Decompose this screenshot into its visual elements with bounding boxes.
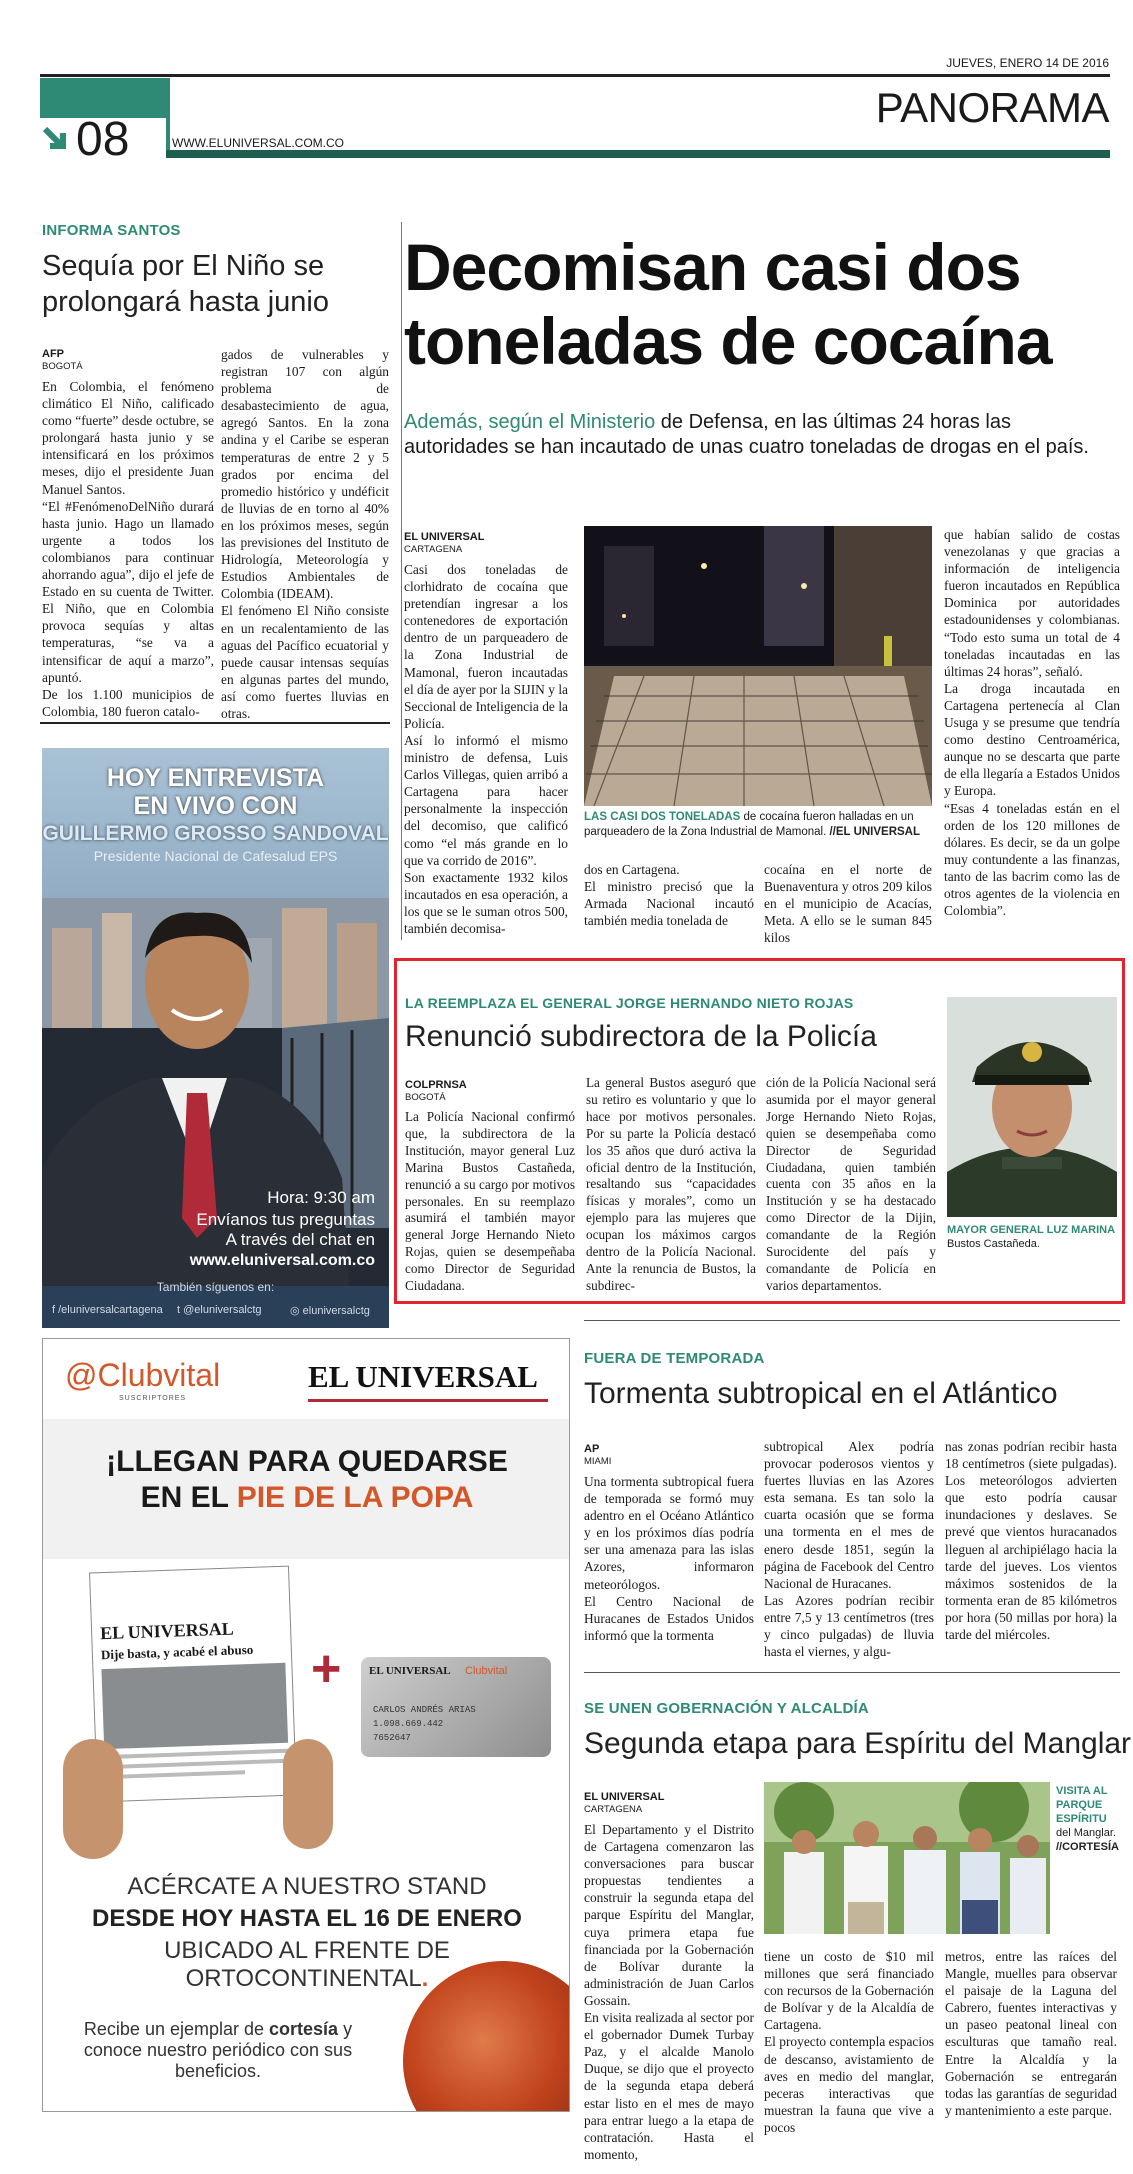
article-column-1: Casi dos toneladas de clorhidrato de cocaína que pretendían ingresar a los contenedores de exportación dentro de un parqueadero de la Zona Industrial de Mamonal, fueron incautadas el día de ayer por la SIJIN y la Seccional de Inteligencia de la Policía. Así lo informó el mismo ministro de defensa, Luis Carlos Villegas, quien arribó a Cartagena para hacer personalmente la inspección del decomiso, que calificó como “el más grande en lo que va corrido de 2016”. Son exactamente 1932 kilos incautados en esa operación, a los que se le suman otros 500, también decomisa- <box>404 562 568 936</box>
hand-left-illustration <box>63 1739 123 1859</box>
promo-via-chat: A través del chat en <box>225 1230 375 1249</box>
caption-lead: LAS CASI DOS TONELADAS <box>584 811 741 823</box>
article-kicker: LA REEMPLAZA EL GENERAL JORGE HERNANDO NIETO ROJAS <box>405 995 854 1011</box>
article-police-highlight[interactable] <box>394 958 1125 1304</box>
article-headline: Tormenta subtropical en el Atlántico <box>584 1377 1058 1410</box>
article-kicker: FUERA DE TEMPORADA <box>584 1350 765 1367</box>
caption-credit: //CORTESÍA <box>1056 1841 1119 1853</box>
article-headline: Segunda etapa para Espíritu del Manglar <box>584 1727 1132 1760</box>
lead-deck-text: de Defensa, en las últimas 24 horas las autoridades se han incautado de unas cuatro toneladas de drogas en el país. <box>404 411 1089 458</box>
article-headline: Sequía por El Niño se prolongará hasta junio <box>42 250 329 318</box>
page-number: 08 <box>76 113 130 166</box>
article-column-1: La Policía Nacional confirmó que, la subdirectora de la Institución, mayor general Luz Marina Bustos Castañeda, renunció a su cargo por motivos personales. En su reemplazo asumirá el también mayor general Jorge Hernando Nieto Rojas, quien se desempeñaba como Director de Seguridad Ciudadana. <box>405 1109 575 1294</box>
photo-caption <box>584 810 932 840</box>
social-facebook[interactable] <box>52 1304 163 1316</box>
instagram-handle: eluniversalctg <box>302 1305 370 1317</box>
article-column-1: El Departamento y el Distrito de Cartagena comenzaron las conversaciones para buscar propuestas tendientes a construir la segunda etapa del parque Espíritu del Manglar, cuya primera etapa fue financiada por la Gobernación de Bolívar durante la administración de Juan Carlos Gossain. En visita realizada al sector por el gobernador Dumek Turbay Paz, y el alcalde Manolo Duque, se dijo que el proyecto de la segunda etapa deberá estar listo en el mes de mayo para entrar luego a la etapa de contratación. Hasta el momento, <box>584 1822 754 2162</box>
stand-line-2: DESDE HOY HASTA EL 16 DE ENERO <box>92 1905 522 1932</box>
caption-text: Bustos Castañeda. <box>947 1238 1040 1250</box>
photo-image <box>584 526 932 806</box>
article-headline: Renunció subdirectora de la Policía <box>405 1020 877 1053</box>
membership-card <box>361 1657 551 1757</box>
social-twitter[interactable] <box>177 1304 262 1316</box>
article-column-2: subtropical Alex podría provocar poderosos vientos y fuertes lluvias en las Azores esta semana. Es tan solo la cuarta ocasión que se forma una tormenta en el mes de enero desde 1851, según la página de Facebook del Centro Nacional de Huracanes. Las Azores podrían recibir entre 7,5 y 13 centímetros (tres y cinco pulgadas) de lluvia hasta el viernes, y algu- <box>764 1439 934 1660</box>
photo-image <box>764 1782 1050 1934</box>
section-title: PANORAMA <box>875 84 1109 131</box>
manglar-visit-photo <box>764 1782 1050 1934</box>
article-byline: COLPRNSA <box>405 1079 467 1091</box>
promo-guest-name: GUILLERMO GROSSO SANDOVAL <box>42 822 389 845</box>
hand-right-illustration <box>283 1739 333 1849</box>
instagram-icon: ◎ <box>290 1305 303 1317</box>
card-clubvital-logo: Clubvital <box>465 1665 508 1677</box>
promo-line-1: HOY ENTREVISTA <box>106 764 325 792</box>
caption-text: de cocaína fueron halladas en un parqueadero de la Zona Industrial de Mamonal. <box>584 811 914 838</box>
article-kicker: SE UNEN GOBERNACIÓN Y ALCALDÍA <box>584 1700 869 1717</box>
article-column-4: que habían salido de costas venezolanas y que gracias a información de inteligencia fueron incautados en República Dominica por autoridades estadounidenses y colombianas. “Todo esto suma un total de 4 toneladas incautadas en las últimas 24 horas”, señaló. La droga incautada en Cartagena pertenecía al Clan Usuga y se presume que tendría como destino Centroamérica, aunque no se descarta que parte de ella llegaría a Estados Unidos y Europa. “Esas 4 toneladas están en el orden de los 120 millones de dólares. Es decir, se da un golpe muy contundente a las finanzas, tanto de las bacrim como las de otros agentes de la violencia en Colombia”. <box>944 527 1120 919</box>
arrow-down-right-icon <box>42 124 72 154</box>
promo-send-questions: Envíanos tus preguntas <box>196 1210 375 1229</box>
article-column-2: gados de vulnerables y registran 107 con algún problema de desabastecimiento de agua, agregó Santos. En la zona andina y el Caribe se esperan temperaturas de entre 2 y 5 grados por encima del promedio histórico y undéficit de lluvias de en torno al 40% en los próximos meses, según las previsiones del Instituto de Hidrología, Meteorología y Estudios Ambientales de Colombia (IDEAM). El fenómeno El Niño consiste en un recalentamiento de las aguas del Pacífico ecuatorial y puede causar intensas sequías en algunas partes del mundo, así como fuertes lluvias en otras. <box>221 347 389 721</box>
column-divider <box>40 722 390 724</box>
clubvital-at-icon: @ <box>65 1357 98 1393</box>
newspaper-photo <box>101 1663 288 1749</box>
page-number-box <box>40 113 166 166</box>
ad-headline-line-2: EN EL PIE DE LA POPA <box>140 1481 474 1514</box>
ad-small-line-2: conoce nuestro periódico con sus <box>83 2040 353 2060</box>
portrait-image <box>947 997 1117 1217</box>
clubvital-advertisement[interactable] <box>42 1338 570 2112</box>
stand-line-1: ACÉRCATE A NUESTRO STAND <box>127 1873 487 1900</box>
plus-icon: + <box>311 1640 342 1698</box>
article-byline: AP <box>584 1443 600 1455</box>
ad-small-line-1: Recibe un ejemplar de cortesía y <box>83 2019 353 2039</box>
promo-url-link[interactable]: www.eluniversal.com.co <box>189 1252 375 1269</box>
article-column-2: La general Bustos aseguró que su retiro es voluntario y que lo hace por motivos personales. Por su parte la Policía destacó los 35 años que duró activa la oficial dentro de la Institución, resaltando sus “capacidades físicas y morales”, como un ejemplo para las mujeres que ocupan los máximos cargos dentro de la Policía Nacional. Ante la renuncia de Bustos, la subdirec- <box>586 1075 756 1293</box>
card-holder-name: CARLOS ANDRÉS ARIAS <box>373 1705 476 1715</box>
article-dateline: MIAMI <box>584 1456 612 1467</box>
article-dateline: BOGOTÁ <box>42 361 83 372</box>
promo-guest-role: Presidente Nacional de Cafesalud EPS <box>93 848 338 864</box>
column-vertical-divider <box>401 222 402 940</box>
article-column-2: tiene un costo de $10 mil millones que será financiado con recursos de la Gobernación de Bolívar y de la Alcaldía de Cartagena. El proyecto contempla espacios de descanso, avistamiento de aves en medio del manglar, peceras interactivas que muestran la fauna que vive a pocos <box>764 1949 934 2135</box>
lead-headline-line-2: toneladas de cocaína <box>404 304 1052 378</box>
clubvital-subtitle: SUSCRIPTORES <box>119 1395 187 1402</box>
article-column-3: ción de la Policía Nacional será asumida por el mayor general Jorge Hernando Nieto Rojas, quien se desempeñaba como Director de Seguridad Ciudadana, quien también cuenta con 35 años en la Institución y se ha destacado como Director de la Dijin, comandante de la Región Surocidente del país y comandante de Policía en varios departamentos. <box>766 1075 936 1293</box>
article-byline: EL UNIVERSAL <box>584 1791 665 1803</box>
caption-lead: VISITA AL PARQUE ESPÍRITU <box>1056 1785 1108 1825</box>
section-divider <box>584 1672 1120 1673</box>
site-url: WWW.ELUNIVERSAL.COM.CO <box>172 136 345 150</box>
twitter-icon: t <box>177 1304 184 1316</box>
article-column-3: nas zonas podrían recibir hasta 18 centímetros (siete pulgadas). Los meteorólogos advierten que esto podría causar inundaciones y deslaves. Se prevé que vientos huracanados lleguen al archipiélago hacia la tarde del jueves. Los vientos máximos sostenidos de la tormenta eran de 85 kilómetros por hora (50 millas por hora) la tarde del miércoles. <box>945 1439 1117 1643</box>
newspaper-masthead: EL UNIVERSAL <box>99 1618 234 1644</box>
promo-line-2: EN VIVO CON <box>133 792 298 820</box>
ad-small-line-3: beneficios. <box>174 2061 262 2081</box>
article-byline: EL UNIVERSAL <box>404 531 485 543</box>
cocaine-seizure-photo <box>584 526 932 806</box>
card-paper-logo: EL UNIVERSAL <box>369 1665 451 1677</box>
portrait-caption <box>947 1223 1117 1251</box>
section-divider <box>584 1320 1120 1321</box>
header-top-rule <box>40 74 1110 77</box>
article-column-1: En Colombia, el fenómeno climático El Niño, calificado como “fuerte” desde octubre, se prolongará hasta junio y se intensificará en los próximos meses, dijo el presidente Juan Manuel Santos. “El #FenómenoDelNiño durará hasta junio. Hago un llamado urgente a todos los colombianos para continuar ahorrando agua”, dijo el jefe de Estado en su cuenta de Twitter. El Niño, que en Colombia provoca sequías y altas temperaturas, “se va a intensificar de aquí a marzo”, apuntó. De los 1.100 municipios de Colombia, 180 fueron catalo- <box>42 379 214 719</box>
newspaper-headline: Dije basta, y acabé el abuso <box>100 1641 254 1663</box>
stand-line-3: UBICADO AL FRENTE DE ORTOCONTINENTAL. <box>164 1937 450 1992</box>
header-green-rule <box>166 150 1110 158</box>
card-number: 7652647 <box>373 1733 411 1743</box>
clubvital-logo: @Clubvital <box>65 1357 221 1393</box>
article-column-3: metros, entre las raíces del Mangle, muelles para observar el paisaje de la Laguna del Cabrero, fuentes interactivas y un paseo peatonal lineal con esculturas que tamaño real. Entre la Alcaldía y la Gobernación se entregarán todas las garantías de seguridad y mantenimiento a este parque. <box>945 1949 1117 2118</box>
caption-credit: //EL UNIVERSAL <box>826 826 921 838</box>
logo-underline <box>308 1399 548 1402</box>
caption-text: del Manglar. <box>1056 1827 1116 1839</box>
article-dateline: CARTAGENA <box>404 544 463 555</box>
facebook-icon: f <box>52 1304 59 1316</box>
twitter-handle: @eluniversalctg <box>183 1304 262 1316</box>
general-portrait-photo <box>947 997 1117 1217</box>
caption-lead: MAYOR GENERAL LUZ MARINA <box>947 1224 1116 1236</box>
lead-deck <box>404 410 1120 460</box>
article-dateline: BOGOTÁ <box>405 1092 446 1103</box>
card-holder-id: 1.098.669.442 <box>373 1719 444 1729</box>
lead-deck-highlight: Además, según el Ministerio <box>404 411 656 433</box>
article-kicker: INFORMA SANTOS <box>42 222 181 239</box>
promo-time: Hora: 9:30 am <box>267 1188 375 1207</box>
photo-caption <box>1056 1784 1122 1854</box>
ad-headline-line-1: ¡LLEGAN PARA QUEDARSE <box>106 1445 508 1478</box>
article-column-1: Una tormenta subtropical fuera de temporada se formó muy adentro en el Océano Atlántico y en los próximos días podría ser una amenaza para las islas Azores, informaron meteorólogos. El Centro Nacional de Huracanes de Estados Unidos informó que la tormenta <box>584 1474 754 1643</box>
issue-date: JUEVES, ENERO 14 DE 2016 <box>946 56 1109 70</box>
social-instagram[interactable] <box>290 1304 370 1317</box>
article-column-3: cocaína en el norte de Buenaventura y otros 209 kilos en el municipio de Acacías, Meta. A ello se le suman 845 kilos <box>764 862 932 946</box>
article-dateline: CARTAGENA <box>584 1804 643 1815</box>
el-universal-logo: EL UNIVERSAL <box>308 1359 538 1394</box>
promo-follow-label: También síguenos en: <box>156 1280 275 1294</box>
facebook-handle: /eluniversalcartagena <box>58 1304 163 1316</box>
interview-promo[interactable] <box>42 748 389 1328</box>
article-byline: AFP <box>42 348 64 360</box>
article-column-2: dos en Cartagena. El ministro precisó que la Armada Nacional incautó también media tonelada de <box>584 862 754 929</box>
lead-headline-line-1: Decomisan casi dos <box>404 230 1021 304</box>
